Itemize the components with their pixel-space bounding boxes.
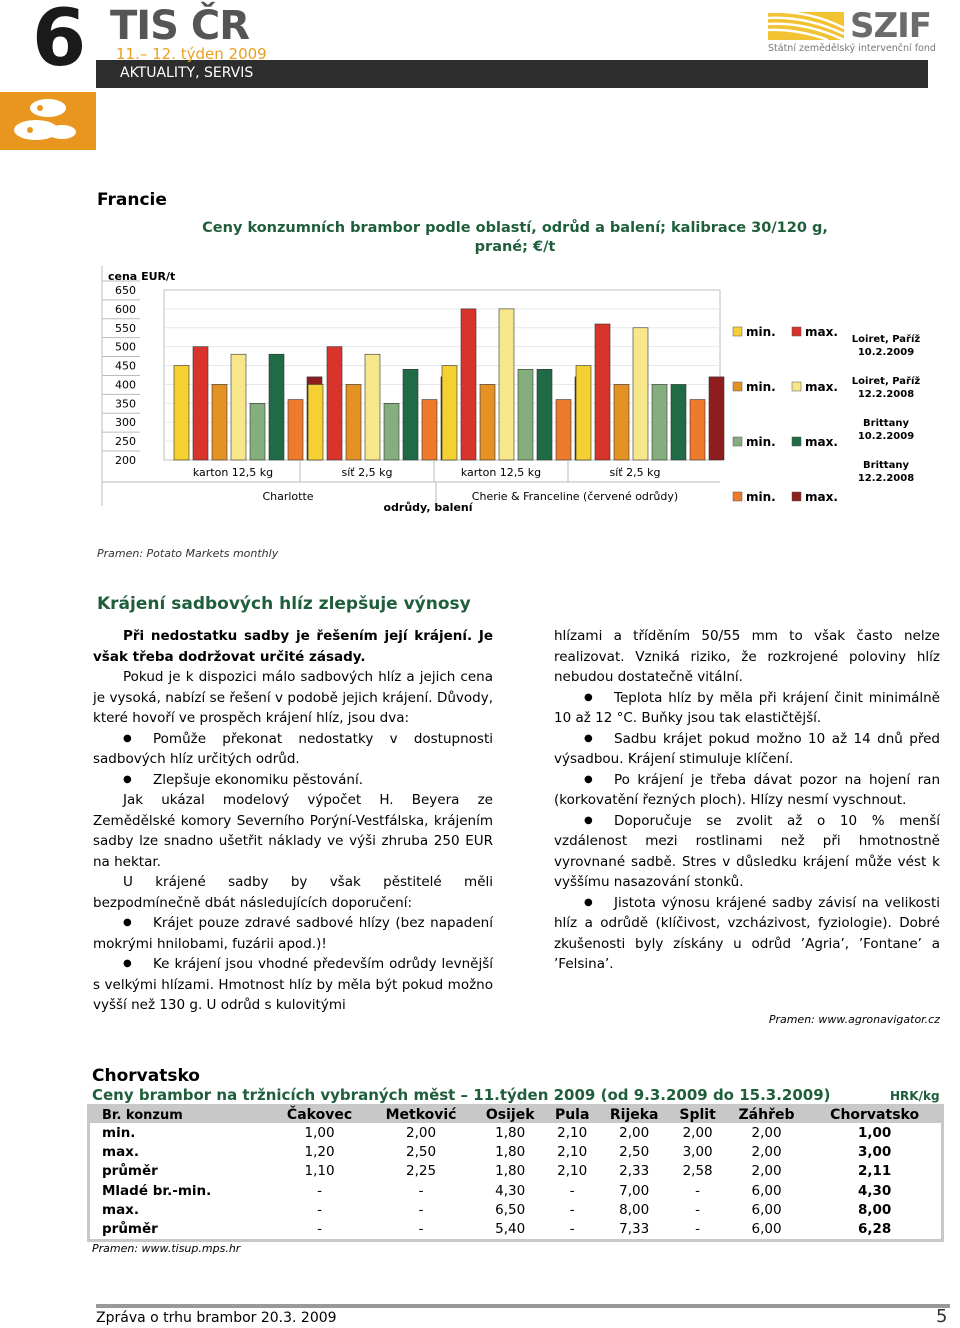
table-cell: 2,10 xyxy=(557,1163,588,1180)
article-lead: Při nedostatku sadby je řešením její krájení. Je však třeba dodržovat určité zásady. xyxy=(93,628,493,665)
y-tick-label: 650 xyxy=(115,284,136,297)
article-bullet: ● Teplota hlíz by měla při krájení činit minimálně 10 až 12 °C. Buňky jsou tak elastičtější. xyxy=(554,688,940,729)
bar xyxy=(327,347,342,460)
table-cell: 2,00 xyxy=(751,1143,782,1160)
legend-swatch-max xyxy=(792,492,801,501)
bar xyxy=(250,403,265,460)
table-cell: - xyxy=(569,1182,575,1199)
article-bullet: ● Jistota výnosu krájené sadby závisí na velikosti hlíz a odrůdě (klíčivost, vzcházivost, fyziologie). Dobré zkušenosti byly získány u odrůd ’Agria’, ’Fontane’ a ’Felsina’. xyxy=(554,893,940,975)
legend-max-label: max. xyxy=(805,325,838,339)
table-cell: 6,28 xyxy=(857,1221,892,1238)
table-row-label: max. xyxy=(102,1143,140,1160)
table-cell: 7,33 xyxy=(619,1221,650,1238)
bar xyxy=(384,403,399,460)
legend-swatch-max xyxy=(792,382,801,391)
table-header-cell: Metković xyxy=(368,1107,474,1123)
legend-series-date: 10.2.2009 xyxy=(857,431,915,442)
bar xyxy=(212,384,227,460)
table-row xyxy=(90,1220,941,1239)
table-header-cell: Rijeka xyxy=(598,1107,671,1123)
table-cell: 6,50 xyxy=(495,1201,526,1218)
legend-swatch-max xyxy=(792,327,801,336)
potato-logo-block xyxy=(0,92,96,150)
legend-series-date: 10.2.2009 xyxy=(857,347,915,358)
legend-series-date: 12.2.2008 xyxy=(857,473,915,484)
table-header-cell: Split xyxy=(670,1107,724,1123)
legend-max-label: max. xyxy=(805,490,838,504)
chorvatsko-table-title: Ceny brambor na tržnicích vybraných měst – 11.týden 2009 (od 9.3.2009 do 15.3.2009) xyxy=(92,1086,831,1104)
article-bullet: ● Ke krájení jsou vhodné především odrůdy levnější s velkými hlízami. Hmotnost hlíz by měla být pokud možno vyšší než 130 g. U odrůd s kulovitými xyxy=(93,954,493,1016)
table-cell: 1,00 xyxy=(304,1124,335,1141)
article-paragraph: Pokud je k dispozici málo sadbových hlíz a jejich cena je vysoká, nabízí se řešení v podobě jejich krájení. Důvody, které hovoří ve prospěch krájení hlíz, jsou dva: xyxy=(93,669,493,726)
variety-label: Charlotte xyxy=(262,490,314,503)
bar xyxy=(422,400,437,460)
table-cell: 2,25 xyxy=(406,1163,437,1180)
table-row-label: průměr xyxy=(102,1163,158,1180)
footer-rule xyxy=(96,1304,950,1308)
table-header-cell: Čakovec xyxy=(271,1107,368,1123)
table-cell: 8,00 xyxy=(857,1201,892,1218)
bar xyxy=(614,384,629,460)
week-label: 11.– 12. týden 2009 xyxy=(116,45,267,63)
y-tick-label: 550 xyxy=(115,321,136,335)
y-tick-label: 450 xyxy=(115,359,136,373)
table-cell: 2,10 xyxy=(557,1143,588,1160)
footer-text: Zpráva o trhu brambor 20.3. 2009 xyxy=(96,1310,337,1326)
x-tick-label: síť 2,5 kg xyxy=(341,466,393,479)
legend-max-label: max. xyxy=(805,380,838,394)
legend-max-label: max. xyxy=(805,435,838,449)
table-cell: - xyxy=(418,1221,424,1238)
table-header-row xyxy=(90,1107,941,1123)
section-label: AKTUALITY, SERVIS xyxy=(120,65,254,81)
legend-spacer xyxy=(728,326,730,506)
article-heading: Krájení sadbových hlíz zlepšuje výnosy xyxy=(97,594,471,614)
variety-label: Cherie & Franceline (červené odrůdy) xyxy=(471,490,679,503)
table-cell: 1,80 xyxy=(495,1163,526,1180)
table-cell: 7,00 xyxy=(619,1182,650,1199)
legend-min-label: min. xyxy=(746,435,776,449)
table-row-label: max. xyxy=(102,1201,140,1218)
y-tick-label: 300 xyxy=(115,416,136,430)
x-tick-label: síť 2,5 kg xyxy=(609,466,661,479)
bar xyxy=(365,354,380,460)
table-cell: 6,00 xyxy=(751,1201,782,1218)
bar xyxy=(403,369,418,460)
legend-min-label: min. xyxy=(746,490,776,504)
x-axis-label: odrůdy, balení xyxy=(383,501,473,514)
chorvatsko-source: Pramen: www.tisup.mps.hr xyxy=(92,1242,241,1255)
table-cell: 6,00 xyxy=(751,1182,782,1199)
table-cell: 2,58 xyxy=(682,1163,713,1180)
table-row xyxy=(90,1200,941,1219)
bar xyxy=(269,354,284,460)
table-cell: - xyxy=(569,1221,575,1238)
legend-swatch-min xyxy=(733,437,742,446)
issue-number: 6 xyxy=(32,0,83,84)
bar xyxy=(576,366,591,460)
table-cell: 1,10 xyxy=(304,1163,335,1180)
bar xyxy=(442,366,457,460)
table-cell: - xyxy=(418,1182,424,1199)
table-cell: 2,00 xyxy=(751,1163,782,1180)
table-cell: - xyxy=(695,1182,701,1199)
article-bullet: ● Zlepšuje ekonomiku pěstování. xyxy=(93,770,493,791)
table-cell: 2,00 xyxy=(619,1124,650,1141)
legend-min-label: min. xyxy=(746,380,776,394)
table-header-cell: Chorvatsko xyxy=(808,1107,941,1123)
table-cell: 1,00 xyxy=(857,1124,892,1141)
table-row-label: průměr xyxy=(102,1221,158,1238)
legend-series-label: Loiret, Paříž xyxy=(851,334,921,345)
chart-title: Ceny konzumních brambor podle oblastí, odrůd a balení; kalibrace 30/120 g, prané; €/t xyxy=(202,220,828,255)
chorvatsko-heading: Chorvatsko xyxy=(92,1066,200,1086)
szif-logo-icon xyxy=(768,12,844,40)
bar xyxy=(633,328,648,460)
table-header-cell: Pula xyxy=(546,1107,597,1123)
article-source: Pramen: www.agronavigator.cz xyxy=(768,1013,940,1026)
table-cell: 6,00 xyxy=(751,1221,782,1238)
price-chart xyxy=(100,266,940,526)
bar xyxy=(174,366,189,460)
table-row xyxy=(90,1181,941,1200)
bar xyxy=(671,384,686,460)
table-cell: 2,00 xyxy=(682,1124,713,1141)
bar xyxy=(556,400,571,460)
table-cell: 4,30 xyxy=(857,1182,892,1199)
table-cell: 1,20 xyxy=(304,1143,335,1160)
y-tick-label: 250 xyxy=(115,435,136,449)
bar xyxy=(231,354,246,460)
szif-subtitle: Státní zemědělský intervenční fond xyxy=(768,43,936,54)
legend-series-date: 12.2.2008 xyxy=(857,389,915,400)
table-row xyxy=(90,1123,941,1142)
table-header-cell: Osijek xyxy=(474,1107,547,1123)
table-cell: 2,00 xyxy=(406,1124,437,1141)
bar xyxy=(499,309,514,460)
article-paragraph: U krájené sadby by však pěstitelé měli bezpodmínečně dbát následujících doporučení: xyxy=(93,874,493,911)
table-cell: 4,30 xyxy=(495,1182,526,1199)
table-cell: 8,00 xyxy=(619,1201,650,1218)
legend-series-label: Brittany xyxy=(863,460,909,471)
chorvatsko-unit: HRK/kg xyxy=(890,1089,940,1103)
table-cell: 1,80 xyxy=(495,1124,526,1141)
y-tick-label: 350 xyxy=(115,397,136,411)
chorvatsko-table-frame xyxy=(87,1104,944,1242)
y-tick-label: 200 xyxy=(115,454,136,467)
y-tick-label: 500 xyxy=(115,340,136,354)
bar xyxy=(709,377,724,460)
table-cell: - xyxy=(317,1201,322,1218)
francie-heading: Francie xyxy=(97,190,167,210)
table-cell: - xyxy=(695,1201,701,1218)
table-cell: - xyxy=(317,1221,322,1238)
x-tick-label: karton 12,5 kg xyxy=(192,466,274,479)
bar xyxy=(480,384,495,460)
table-row-label: Mladé br.-min. xyxy=(102,1182,212,1199)
legend-swatch-min xyxy=(733,492,742,501)
bar xyxy=(461,309,476,460)
table-cell: - xyxy=(317,1182,322,1199)
table-cell: 5,40 xyxy=(495,1221,526,1238)
x-tick-label: karton 12,5 kg xyxy=(460,466,542,479)
table-row-label: min. xyxy=(102,1124,136,1141)
francie-source: Pramen: Potato Markets monthly xyxy=(97,547,279,560)
page-number: 5 xyxy=(936,1306,948,1327)
bar xyxy=(193,347,208,460)
price-chart-svg xyxy=(100,266,940,522)
table-cell: 2,50 xyxy=(619,1143,650,1160)
legend-series-label: Loiret, Paříž xyxy=(851,376,921,387)
bar xyxy=(537,369,552,460)
table-cell: 2,10 xyxy=(557,1124,588,1141)
table-cell: - xyxy=(695,1221,701,1238)
potato-logo-icon xyxy=(0,92,96,150)
article-bullet: ● Pomůže překonat nedostatky v dostupnosti sadbových hlíz určitých odrůd. xyxy=(93,729,493,770)
szif-logo-text: SZIF xyxy=(850,6,932,46)
table-cell: - xyxy=(418,1201,424,1218)
bar xyxy=(518,369,533,460)
bar xyxy=(595,324,610,460)
table-cell: 2,11 xyxy=(857,1163,892,1180)
chorvatsko-price-table xyxy=(90,1107,941,1239)
article-bullet: ● Krájet pouze zdravé sadbové hlízy (bez napadení mokrými hnilobami, fuzárii apod.)! xyxy=(93,913,493,954)
y-tick-label: 400 xyxy=(115,378,136,392)
article-paragraph: Jak ukázal modelový výpočet H. Beyera ze Zemědělské komory Severního Porýní-Vestfálska, krájením sadby lze snadno ušetřit náklady ve výši zhruba 250 EUR na hektar. xyxy=(93,792,493,870)
table-cell: 3,00 xyxy=(857,1143,892,1160)
bar xyxy=(288,400,303,460)
legend-swatch-min xyxy=(733,327,742,336)
bar xyxy=(690,400,705,460)
article-column-right xyxy=(554,626,940,975)
bar xyxy=(308,384,323,460)
table-row xyxy=(90,1142,941,1161)
table-cell: 3,00 xyxy=(682,1143,713,1160)
table-header-cell: Br. konzum xyxy=(90,1107,271,1123)
article-column-left xyxy=(93,626,493,1016)
article-bullet: ● Sadbu krájet pokud možno 10 až 14 dnů před výsadbou. Krájení stimuluje klíčení. xyxy=(554,729,940,770)
legend-swatch-max xyxy=(792,437,801,446)
y-tick-label: 600 xyxy=(115,302,136,316)
article-bullet: ● Doporučuje se zvolit až o 10 % menší vzdálenost mezi rostlinami než při hmotnostně vyrovnané sadbě. Stres v důsledku krájení může vést k vyššímu nasazování stonků. xyxy=(554,811,940,893)
bar xyxy=(346,384,361,460)
table-cell: 2,33 xyxy=(619,1163,650,1180)
y-axis-label: cena EUR/t xyxy=(108,270,176,283)
legend-min-label: min. xyxy=(746,325,776,339)
bar xyxy=(652,384,667,460)
table-cell: 2,00 xyxy=(751,1124,782,1141)
table-cell: 2,50 xyxy=(406,1143,437,1160)
article-paragraph: hlízami a tříděním 50/55 mm to však často nelze realizovat. Vzniká riziko, že rozkrojené poloviny hlíz nebudou dostatečně vitální. xyxy=(554,628,940,685)
brand-title: TIS ČR xyxy=(110,3,250,49)
table-cell: - xyxy=(569,1201,575,1218)
table-cell: 1,80 xyxy=(495,1143,526,1160)
article-bullet: ● Po krájení je třeba dávat pozor na hojení ran (korkovatění řezných ploch). Hlízy nesmí vyschnout. xyxy=(554,770,940,811)
legend-swatch-min xyxy=(733,382,742,391)
table-row xyxy=(90,1162,941,1181)
legend-series-label: Brittany xyxy=(863,418,909,429)
table-header-cell: Záhřeb xyxy=(725,1107,809,1123)
